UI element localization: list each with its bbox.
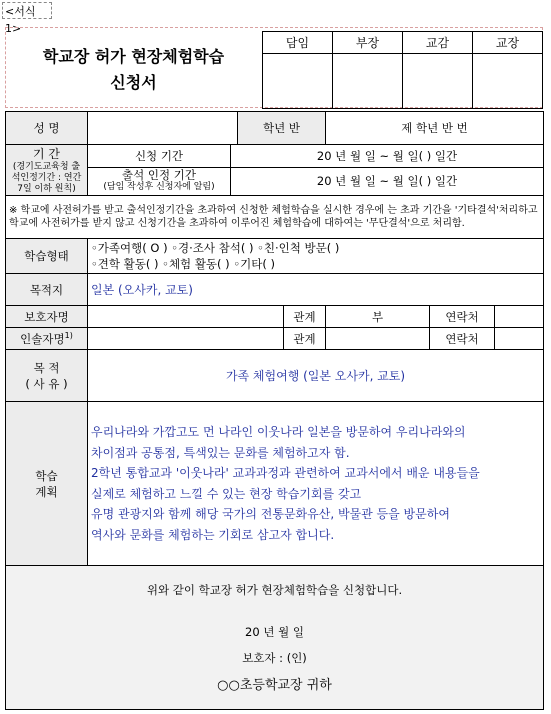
- learning-type-line2: ◦견학 활동( ) ◦체험 활동( ) ◦기타( ): [91, 257, 275, 271]
- apply-period-field[interactable]: 20 년 월 일 ~ 월 일( ) 일간: [231, 145, 544, 168]
- grade-class-field[interactable]: 제 학년 반 번: [326, 112, 544, 145]
- approval-table: [262, 31, 543, 109]
- approval-homeroom-label: 담임: [263, 32, 333, 54]
- declaration-date[interactable]: 20 년 월 일: [245, 625, 304, 639]
- destination-field[interactable]: 일본 (오사카, 교토): [88, 274, 544, 306]
- approval-vice-principal-sign[interactable]: [403, 54, 473, 109]
- attend-period-label: 출석 인정 기간: [122, 168, 196, 183]
- period-label: 기 간: [33, 147, 60, 161]
- form-title-line1: 학교장 허가 현장체험학습: [42, 47, 225, 66]
- purpose-label-cell: [6, 350, 88, 402]
- name-field[interactable]: [88, 112, 238, 145]
- declaration-statement: 위와 같이 학교장 허가 현장체험학습을 신청합니다.: [146, 583, 403, 597]
- guardian-contact-label: 연락처: [430, 306, 495, 328]
- attend-period-label-cell: [88, 167, 231, 195]
- escort-relation-label: 관계: [284, 328, 326, 350]
- escort-label-cell: [6, 328, 88, 350]
- escort-name-field[interactable]: [88, 328, 284, 350]
- guardian-name-field[interactable]: [88, 306, 284, 328]
- declaration-guardian-sign[interactable]: 보호자 : (인): [242, 651, 307, 665]
- escort-contact-field[interactable]: [495, 328, 544, 350]
- guardian-relation-label: 관계: [284, 306, 326, 328]
- plan-line: 우리나라와 가깝고도 먼 나라인 이웃나라 일본을 방문하여 우리나라와의: [91, 425, 466, 439]
- learning-type-options[interactable]: [88, 239, 544, 274]
- plan-label-cell: [6, 402, 88, 566]
- purpose-field[interactable]: 가족 체험여행 (일본 오사카, 교토): [88, 350, 544, 402]
- plan-label-line1: 학습: [35, 468, 58, 483]
- escort-footnote-mark: 1): [64, 330, 73, 340]
- application-table: [5, 111, 544, 710]
- learning-type-label: 학습형태: [6, 239, 88, 274]
- plan-field[interactable]: [88, 402, 544, 566]
- purpose-label: 목 적: [33, 360, 60, 375]
- declaration-cell: [6, 566, 544, 710]
- approval-vice-principal-label: 교감: [403, 32, 473, 54]
- approval-principal-label: 교장: [473, 32, 543, 54]
- period-label-cell: [6, 145, 88, 196]
- escort-relation-field[interactable]: [326, 328, 430, 350]
- approval-principal-sign[interactable]: [473, 54, 543, 109]
- plan-line: 차이점과 공통점, 특색있는 문화를 체험하고자 함.: [91, 445, 350, 460]
- purpose-sublabel: ( 사 유 ): [25, 376, 68, 391]
- guardian-label: 보호자명: [6, 306, 88, 328]
- attend-period-sub: (담임 작성후 신청자에 알림): [103, 182, 215, 193]
- plan-line: 역사와 문화를 체험하는 기회로 삼고자 합니다.: [91, 527, 335, 542]
- escort-label: 인솔자명: [20, 331, 65, 346]
- plan-line: 2학년 통합교과 '이웃나라' 교과과정과 관련하여 교과서에서 배운 내용들을: [91, 466, 480, 480]
- attend-period-field[interactable]: 20 년 월 일 ~ 월 일( ) 일간: [231, 167, 544, 195]
- guardian-contact-field[interactable]: [495, 306, 544, 328]
- apply-period-label: 신청 기간: [88, 145, 231, 168]
- approval-head-sign[interactable]: [333, 54, 403, 109]
- notice-text: ※ 학교에 사전허가를 받고 출석인정기간을 초과하여 신청한 체험학습을 실시한 경우에 는 초과 기간을 '기타결석'처리하고 학교에 사전허가를 받지 않고 신청기간을 초과하여 이루어진 체험학습에 대하여는 '무단결석'으로 처리함.: [6, 196, 544, 239]
- approval-homeroom-sign[interactable]: [263, 54, 333, 109]
- declaration-addressee: ○○초등학교장 귀하: [217, 678, 332, 693]
- form-title: [8, 30, 259, 110]
- form-title-line2: 신청서: [110, 73, 157, 92]
- destination-label: 목적지: [6, 274, 88, 306]
- plan-line: 유명 관광지와 함께 해당 국가의 전통문화유산, 박물관 등을 방문하여: [91, 507, 450, 521]
- period-note: (경기도교육청 출석인정기간 : 연간 7일 이하 원칙): [11, 162, 82, 194]
- name-label: 성 명: [6, 112, 88, 145]
- plan-line: 실제로 체험하고 느낄 수 있는 현장 학습기회를 갖고: [91, 486, 362, 501]
- form-number-tag: <서식 1>: [2, 2, 52, 19]
- grade-class-label: 학년 반: [238, 112, 326, 145]
- guardian-relation-field[interactable]: 부: [326, 306, 430, 328]
- escort-contact-label: 연락처: [430, 328, 495, 350]
- plan-label-line2: 계획: [35, 484, 58, 499]
- learning-type-line1: ◦가족여행( O ) ◦경·조사 참석( ) ◦친·인척 방문( ): [91, 241, 340, 255]
- approval-head-label: 부장: [333, 32, 403, 54]
